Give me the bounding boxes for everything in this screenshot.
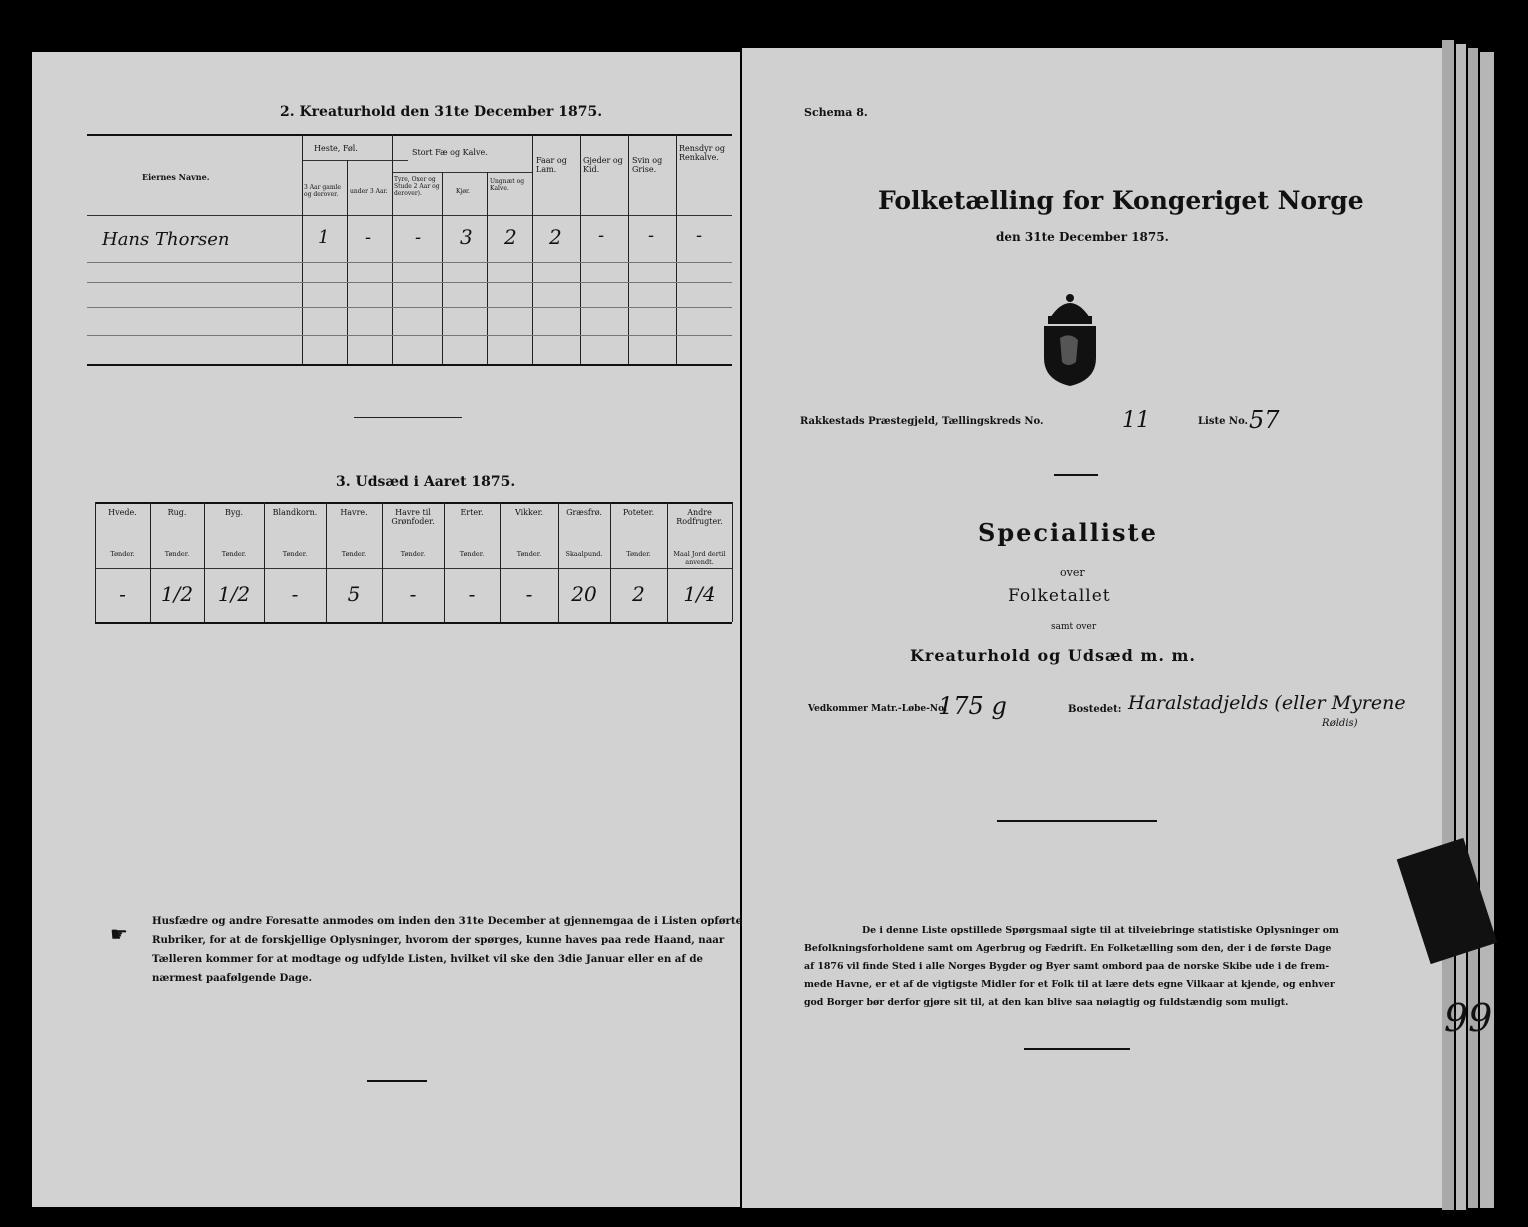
cell-svin: - bbox=[648, 225, 655, 246]
udsaed-header: Blandkorn. bbox=[272, 508, 318, 517]
parish-label: Rakkestads Præstegjeld, Tællingskreds No. bbox=[800, 416, 1044, 427]
bostedet-value-2: Røldis) bbox=[1322, 718, 1358, 729]
header-svin: Svin og Grise. bbox=[632, 156, 663, 174]
divider bbox=[1024, 1048, 1130, 1050]
schema-label: Schema 8. bbox=[804, 106, 868, 119]
header-stort: Stort Fæ og Kalve. bbox=[412, 148, 488, 157]
cell-gjeder: - bbox=[598, 225, 605, 246]
cell-heste-a: 1 bbox=[318, 227, 330, 248]
udsaed-unit: Tønder. bbox=[459, 550, 485, 558]
udsaed-cell: 20 bbox=[571, 582, 597, 606]
udsaed-unit: Tønder. bbox=[110, 550, 135, 558]
footer-line: mede Havne, er et af de vigtigste Midler for et Folk til at lære dets egne Vilkaar at kjende, og enhver bbox=[804, 979, 1335, 990]
section3-title: 3. Udsæd i Aaret 1875. bbox=[336, 474, 516, 490]
udsaed-cell: 1/2 bbox=[217, 582, 251, 606]
header-stort-a: Tyre, Oxer og Stude 2 Aar og derover). bbox=[394, 176, 440, 197]
udsaed-unit: Tønder. bbox=[626, 550, 651, 558]
header-heste-b: under 3 Aar. bbox=[350, 188, 388, 195]
cell-faar: 2 bbox=[549, 225, 562, 249]
footer-line: god Borger bør derfor gjøre sit til, at den kan blive saa nøiagtig og fuldstændig som muligt. bbox=[804, 997, 1289, 1008]
tellingskreds-no: 11 bbox=[1122, 408, 1150, 433]
udsaed-header: Erter. bbox=[460, 508, 484, 517]
header-stort-c: Ungnæt og Kalve. bbox=[490, 178, 525, 192]
divider bbox=[367, 1080, 427, 1082]
udsaed-header: Poteter. bbox=[622, 508, 655, 517]
samt-over-label: samt over bbox=[1051, 622, 1097, 632]
udsaed-header: Havre til Grønfoder. bbox=[391, 508, 435, 526]
header-eier: Eiernes Navne. bbox=[142, 172, 210, 182]
header-faar: Faar og Lam. bbox=[536, 156, 567, 174]
udsaed-header: Byg. bbox=[224, 508, 244, 517]
udsaed-unit: Skaalpund. bbox=[565, 550, 603, 558]
udsaed-header: Hvede. bbox=[108, 508, 137, 517]
coat-of-arms-icon bbox=[1032, 288, 1108, 388]
notice-text bbox=[152, 912, 742, 988]
header-gjeder: Gjeder og Kid. bbox=[583, 156, 623, 174]
notice-line: Tælleren kommer for at modtage og udfylde Listen, hvilket vil ske den 3die Januar eller en af de bbox=[152, 953, 703, 965]
udsaed-cell: - bbox=[291, 582, 299, 606]
matr-no: 175 g bbox=[938, 692, 1007, 720]
matr-label: Vedkommer Matr.-Løbe-No. bbox=[808, 704, 948, 714]
header-stort-b: Kjør. bbox=[456, 188, 471, 195]
right-page bbox=[742, 48, 1442, 1208]
footer-text bbox=[804, 922, 1339, 1012]
udsaed-unit: Tønder. bbox=[516, 550, 542, 558]
udsaed-header: Rug. bbox=[167, 508, 187, 517]
udsaed-unit: Maal Jord dertil anvendt. bbox=[673, 550, 726, 566]
footer-line: Befolkningsforholdene samt om Agerbrug og Fædrift. En Folketælling som den, der i de første Dage bbox=[804, 943, 1332, 954]
udsaed-header: Vikker. bbox=[514, 508, 544, 517]
udsaed-cell: - bbox=[525, 582, 533, 606]
bostedet-value: Haralstadjelds (eller Myrene bbox=[1128, 692, 1406, 714]
kreaturhold-label: Kreaturhold og Udsæd m. m. bbox=[910, 646, 1196, 665]
udsaed-unit: Tønder. bbox=[164, 550, 190, 558]
cell-stort-a: - bbox=[415, 227, 422, 248]
liste-label: Liste No. bbox=[1198, 416, 1249, 427]
notice-line: Husfædre og andre Foresatte anmodes om inden den 31te December at gjennemgaa de i Listen opførte bbox=[152, 915, 743, 927]
divider bbox=[997, 820, 1157, 822]
main-title: Folketælling for Kongeriget Norge bbox=[878, 186, 1364, 215]
udsaed-unit: Tønder. bbox=[400, 550, 426, 558]
special-heading: Specialliste bbox=[978, 518, 1158, 547]
footer-line: af 1876 vil finde Sted i alle Norges Bygder og Byer samt ombord paa de norske Skibe ude i de frem- bbox=[804, 961, 1330, 972]
udsaed-header: Havre. bbox=[340, 508, 368, 517]
cell-stort-b: 3 bbox=[460, 225, 473, 249]
over-label: over bbox=[1060, 566, 1085, 579]
bostedet-label: Bostedet: bbox=[1068, 704, 1122, 715]
udsaed-cell: - bbox=[409, 582, 417, 606]
notice-line: nærmest paafølgende Dage. bbox=[152, 972, 313, 984]
udsaed-header: Græsfrø. bbox=[566, 508, 602, 517]
notice-line: Rubriker, for at de forskjellige Oplysninger, hvorom der spørges, kunne haves paa rede Haand, naar bbox=[152, 934, 725, 946]
udsaed-unit: Tønder. bbox=[341, 550, 367, 558]
udsaed-cell: 2 bbox=[632, 582, 645, 606]
cell-stort-c: 2 bbox=[504, 225, 517, 249]
left-page bbox=[32, 52, 743, 1207]
divider bbox=[354, 417, 462, 418]
date-subtitle: den 31te December 1875. bbox=[996, 230, 1169, 244]
owner-name: Hans Thorsen bbox=[102, 229, 230, 250]
table-divider bbox=[732, 502, 733, 622]
header-rensdyr: Rensdyr og Renkalve. bbox=[679, 144, 725, 162]
udsaed-header: Andre Rodfrugter. bbox=[676, 508, 723, 526]
udsaed-cell: 1/4 bbox=[683, 582, 716, 606]
folketallet-label: Folketallet bbox=[1008, 586, 1111, 606]
udsaed-cell: 5 bbox=[347, 582, 361, 606]
header-heste: Heste, Føl. bbox=[314, 144, 358, 153]
udsaed-cell: - bbox=[468, 582, 476, 606]
margin-number: 99 bbox=[1444, 996, 1493, 1040]
udsaed-unit: Tønder. bbox=[282, 550, 308, 558]
pointing-hand-icon: ☛ bbox=[110, 922, 128, 946]
udsaed-cell: 1/2 bbox=[160, 582, 194, 606]
cell-rensdyr: - bbox=[696, 225, 703, 246]
liste-no: 57 bbox=[1249, 406, 1280, 434]
cell-heste-b: - bbox=[365, 227, 372, 248]
udsaed-unit: Tønder. bbox=[221, 550, 247, 558]
header-heste-a: 3 Aar gamle og derover. bbox=[304, 184, 341, 198]
section2-title: 2. Kreaturhold den 31te December 1875. bbox=[280, 104, 603, 120]
udsaed-cell: - bbox=[119, 582, 126, 606]
divider bbox=[1054, 474, 1098, 476]
footer-line: De i denne Liste opstillede Spørgsmaal sigte til at tilveiebringe statistiske Oplysninger om bbox=[862, 925, 1339, 936]
